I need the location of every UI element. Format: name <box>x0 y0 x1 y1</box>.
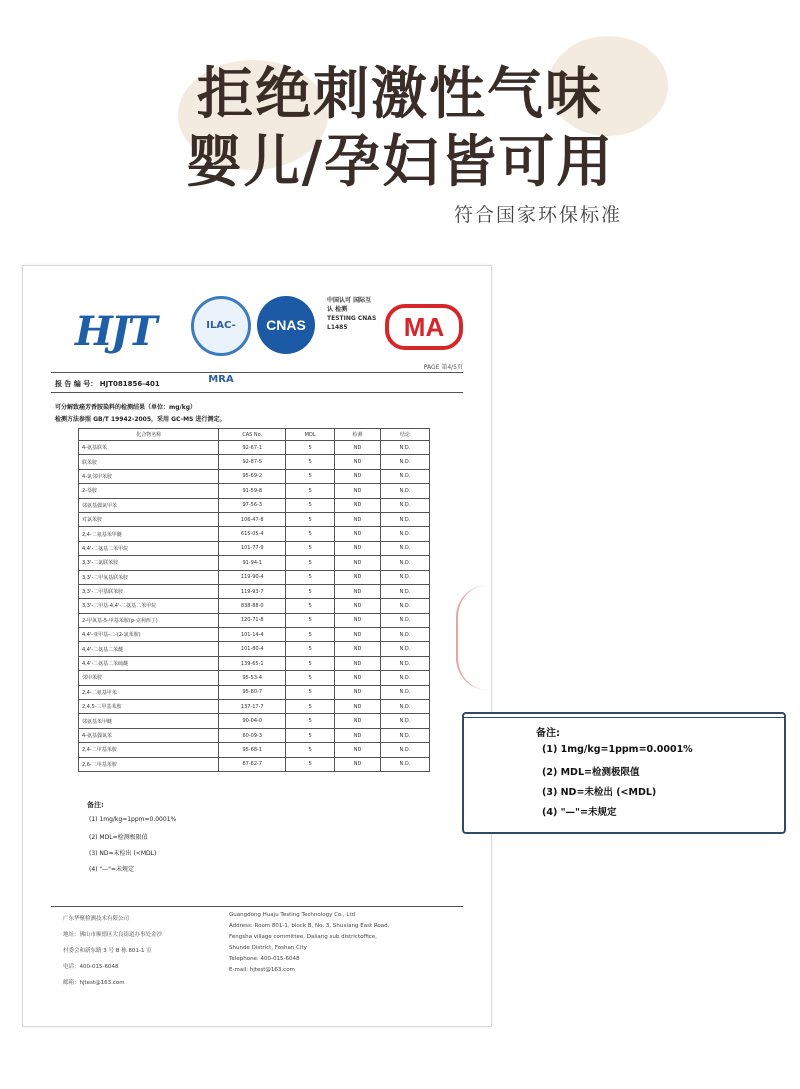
table-cell: 5 <box>286 599 335 613</box>
table-cell: ND <box>335 498 381 512</box>
table-cell: ND <box>335 757 381 771</box>
notes-zoom-callout <box>462 712 786 834</box>
table-cell: 838-88-0 <box>219 599 286 613</box>
report-number-value: HJT081856-401 <box>99 380 160 388</box>
table-cell: 95-53-4 <box>219 671 286 685</box>
table-cell: ND <box>335 700 381 714</box>
table-cell: 5 <box>286 757 335 771</box>
table-cell: ND <box>335 512 381 526</box>
table-cell: ND <box>335 441 381 455</box>
table-cell: 5 <box>286 556 335 570</box>
table-cell: 对氯苯胺 <box>79 512 219 526</box>
note-line: (3) ND=未检出 (<MDL) <box>89 850 157 857</box>
table-cell: 5 <box>286 527 335 541</box>
table-cell: N.D. <box>380 484 429 498</box>
table-cell: N.D. <box>380 628 429 642</box>
table-cell: 2,4-二氨基甲苯 <box>79 685 219 699</box>
table-cell: ND <box>335 613 381 627</box>
headline-line1: 拒绝刺激性气味 <box>197 62 603 127</box>
table-cell: 5 <box>286 656 335 670</box>
report-number-divider <box>51 392 463 393</box>
table-cell: 4,4'-二氨基二苯醚 <box>79 642 219 656</box>
footer-line: 地址：佛山市顺德区大良街道办事处金沙 <box>63 932 163 938</box>
table-cell: 3,3'-二甲基-4,4'-二氨基二苯甲烷 <box>79 599 219 613</box>
callout-note-line: (3) ND=未检出 (<MDL) <box>542 787 657 798</box>
col-header: MDL <box>286 429 335 441</box>
footer-line: 电话：400-015-6048 <box>63 964 119 970</box>
table-cell: 139-65-1 <box>219 656 286 670</box>
callout-top-line <box>464 717 784 718</box>
test-report-page <box>22 265 492 1027</box>
table-cell: 4-氨基联苯 <box>79 441 219 455</box>
table-cell: 5 <box>286 628 335 642</box>
table-cell: N.D. <box>380 671 429 685</box>
notes-heading: 备注: <box>87 801 104 809</box>
table-cell: ND <box>335 671 381 685</box>
table-row <box>79 541 430 555</box>
report-number-label: 报 告 编 号： <box>55 380 98 388</box>
table-row <box>79 700 430 714</box>
table-cell: N.D. <box>380 613 429 627</box>
table-row <box>79 527 430 541</box>
table-cell: 4,4'-二氨基二苯甲烷 <box>79 541 219 555</box>
table-cell: 97-56-3 <box>219 498 286 512</box>
table-cell: ND <box>335 527 381 541</box>
table-cell: 95-68-1 <box>219 743 286 757</box>
footer-line: Guangdong Huaju Testing Technology Co., Ltd <box>229 912 356 918</box>
table-cell: 91-59-8 <box>219 484 286 498</box>
table-cell: N.D. <box>380 541 429 555</box>
table-cell: 92-67-1 <box>219 441 286 455</box>
table-cell: 101-77-9 <box>219 541 286 555</box>
cnas-accreditation-text: 中国认可 国际互认 检测 TESTING CNAS L1485 <box>327 297 377 331</box>
footer-line: 广东华聚检测技术有限公司 <box>63 916 130 922</box>
table-cell: 3,3'-二甲基联苯胺 <box>79 584 219 598</box>
table-cell: N.D. <box>380 743 429 757</box>
cnas-logo: CNAS <box>257 296 315 354</box>
table-cell: 95-69-2 <box>219 469 286 483</box>
table-cell: ND <box>335 484 381 498</box>
footer-line: Shunde District, Foshan City <box>229 945 307 951</box>
table-row <box>79 757 430 771</box>
table-row <box>79 642 430 656</box>
table-cell: 5 <box>286 714 335 728</box>
table-cell: 5 <box>286 613 335 627</box>
table-cell: 2-甲氧基-5-甲基苯胺(p-克利西丁) <box>79 613 219 627</box>
footer-line: 邮箱：hjtest@163.com <box>63 980 125 986</box>
table-cell: 60-09-3 <box>219 728 286 742</box>
table-cell: 邻甲苯胺 <box>79 671 219 685</box>
table-cell: N.D. <box>380 441 429 455</box>
table-row <box>79 556 430 570</box>
table-cell: ND <box>335 714 381 728</box>
note-line: (2) MDL=检测极限值 <box>89 834 148 841</box>
table-cell: N.D. <box>380 498 429 512</box>
results-table-header <box>79 429 430 441</box>
table-cell: ND <box>335 743 381 757</box>
table-cell: ND <box>335 455 381 469</box>
table-cell: 邻氨基苯甲醚 <box>79 714 219 728</box>
table-cell: ND <box>335 556 381 570</box>
test-method: 检测方法参照 GB/T 19942-2005，采用 GC-MS 进行测定。 <box>55 416 226 423</box>
table-cell: 101-80-4 <box>219 642 286 656</box>
table-cell: 4,4'-二氨基二苯硫醚 <box>79 656 219 670</box>
table-cell: 91-94-1 <box>219 556 286 570</box>
table-cell: 119-90-4 <box>219 570 286 584</box>
table-cell: 4-氯邻甲苯胺 <box>79 469 219 483</box>
table-cell: 5 <box>286 685 335 699</box>
callout-note-line: (4) "—"=未规定 <box>542 807 617 818</box>
table-cell: 101-14-4 <box>219 628 286 642</box>
table-row <box>79 599 430 613</box>
headline-line2: 婴儿/孕妇皆可用 <box>185 130 615 195</box>
table-cell: 2-萘胺 <box>79 484 219 498</box>
table-row <box>79 613 430 627</box>
table-cell: 90-04-0 <box>219 714 286 728</box>
footer-line: 村委会和新东路 3 号 B 栋 801-1 室 <box>63 948 152 954</box>
table-cell: N.D. <box>380 599 429 613</box>
table-cell: N.D. <box>380 700 429 714</box>
col-header: 检测 <box>335 429 381 441</box>
note-line: (1) 1mg/kg=1ppm=0.0001% <box>89 816 177 823</box>
table-cell: N.D. <box>380 757 429 771</box>
table-cell: 106-47-8 <box>219 512 286 526</box>
col-header: CAS No. <box>219 429 286 441</box>
table-cell: ND <box>335 584 381 598</box>
table-cell: 5 <box>286 512 335 526</box>
table-cell: N.D. <box>380 642 429 656</box>
table-row <box>79 714 430 728</box>
hjt-logo: HJT <box>75 308 156 355</box>
table-cell: N.D. <box>380 714 429 728</box>
table-cell: 5 <box>286 642 335 656</box>
table-cell: ND <box>335 628 381 642</box>
seal-stamp-edge <box>456 585 488 690</box>
table-cell: 3,3'-二甲氧基联苯胺 <box>79 570 219 584</box>
table-cell: 2,6-二甲基苯胺 <box>79 757 219 771</box>
table-row <box>79 656 430 670</box>
table-cell: 5 <box>286 541 335 555</box>
table-cell: 92-87-5 <box>219 455 286 469</box>
table-cell: ND <box>335 541 381 555</box>
table-cell: N.D. <box>380 469 429 483</box>
table-cell: N.D. <box>380 455 429 469</box>
table-cell: ND <box>335 685 381 699</box>
table-cell: 5 <box>286 484 335 498</box>
table-cell: 137-17-7 <box>219 700 286 714</box>
table-cell: N.D. <box>380 728 429 742</box>
table-cell: ND <box>335 469 381 483</box>
table-row <box>79 441 430 455</box>
table-cell: 5 <box>286 671 335 685</box>
col-header: 结论 <box>380 429 429 441</box>
table-cell: 120-71-8 <box>219 613 286 627</box>
table-row <box>79 685 430 699</box>
table-row <box>79 584 430 598</box>
table-row <box>79 671 430 685</box>
callout-note-line: (2) MDL=检测极限值 <box>542 767 640 778</box>
table-cell: 5 <box>286 700 335 714</box>
table-cell: N.D. <box>380 584 429 598</box>
footer-line: E-mail: hjtest@163.com <box>229 967 295 973</box>
footer-line: Address: Room 801-1, block B, No. 3, Shuxiang East Road, <box>229 923 390 929</box>
table-cell: 5 <box>286 498 335 512</box>
table-row <box>79 469 430 483</box>
col-header: 化合物名称 <box>79 429 219 441</box>
table-cell: 2,4,5-三甲基苯胺 <box>79 700 219 714</box>
table-cell: 邻氨基偶氮甲苯 <box>79 498 219 512</box>
table-cell: 3,3'-二氯联苯胺 <box>79 556 219 570</box>
table-cell: 5 <box>286 743 335 757</box>
table-cell: N.D. <box>380 527 429 541</box>
table-cell: ND <box>335 599 381 613</box>
table-cell: 615-05-4 <box>219 527 286 541</box>
table-cell: ND <box>335 642 381 656</box>
table-cell: 5 <box>286 584 335 598</box>
table-cell: N.D. <box>380 656 429 670</box>
table-cell: 5 <box>286 728 335 742</box>
callout-note-line: (1) 1mg/kg=1ppm=0.0001% <box>542 744 693 755</box>
cma-logo: MA <box>385 304 463 350</box>
callout-notes-heading: 备注: <box>536 728 560 739</box>
table-cell: 4,4'-亚甲基-二-(2-氯苯胺) <box>79 628 219 642</box>
table-row <box>79 512 430 526</box>
table-cell: 2,4-二甲基苯胺 <box>79 743 219 757</box>
table-cell: N.D. <box>380 685 429 699</box>
footer-line: Telephone: 400-015-6048 <box>229 956 300 962</box>
table-cell: 2,4-二氨基苯甲醚 <box>79 527 219 541</box>
table-row <box>79 628 430 642</box>
subheadline: 符合国家环保标准 <box>453 204 622 226</box>
table-cell: N.D. <box>380 556 429 570</box>
table-cell: 119-93-7 <box>219 584 286 598</box>
page-number: PAGE 第4/5页 <box>423 364 463 371</box>
table-cell: 95-80-7 <box>219 685 286 699</box>
table-cell: 4-氨基偶氮苯 <box>79 728 219 742</box>
table-cell: 5 <box>286 455 335 469</box>
note-line: (4) "—"=未规定 <box>89 866 134 873</box>
table-cell: ND <box>335 728 381 742</box>
footer-line: Fengsha village committee, Daliang sub districtoffice, <box>229 934 377 940</box>
test-description: 可分解致癌芳香胺染料的检测结果（单位：mg/kg） <box>55 404 197 411</box>
table-cell: ND <box>335 656 381 670</box>
table-cell: 5 <box>286 441 335 455</box>
table-cell: 87-62-7 <box>219 757 286 771</box>
table-cell: ND <box>335 570 381 584</box>
table-cell: 5 <box>286 469 335 483</box>
footer-chinese <box>63 914 162 989</box>
table-cell: N.D. <box>380 512 429 526</box>
results-table <box>78 428 430 772</box>
footer-divider <box>51 906 463 907</box>
table-cell: 联苯胺 <box>79 455 219 469</box>
table-cell: N.D. <box>380 570 429 584</box>
footer-english <box>229 910 389 976</box>
ilac-mra-logo: ILAC-MRA <box>191 296 251 356</box>
report-number <box>55 379 160 389</box>
header-divider <box>51 372 463 373</box>
table-row <box>79 743 430 757</box>
table-row <box>79 498 430 512</box>
table-row <box>79 570 430 584</box>
table-cell: 5 <box>286 570 335 584</box>
table-row <box>79 728 430 742</box>
table-row <box>79 484 430 498</box>
table-row <box>79 455 430 469</box>
